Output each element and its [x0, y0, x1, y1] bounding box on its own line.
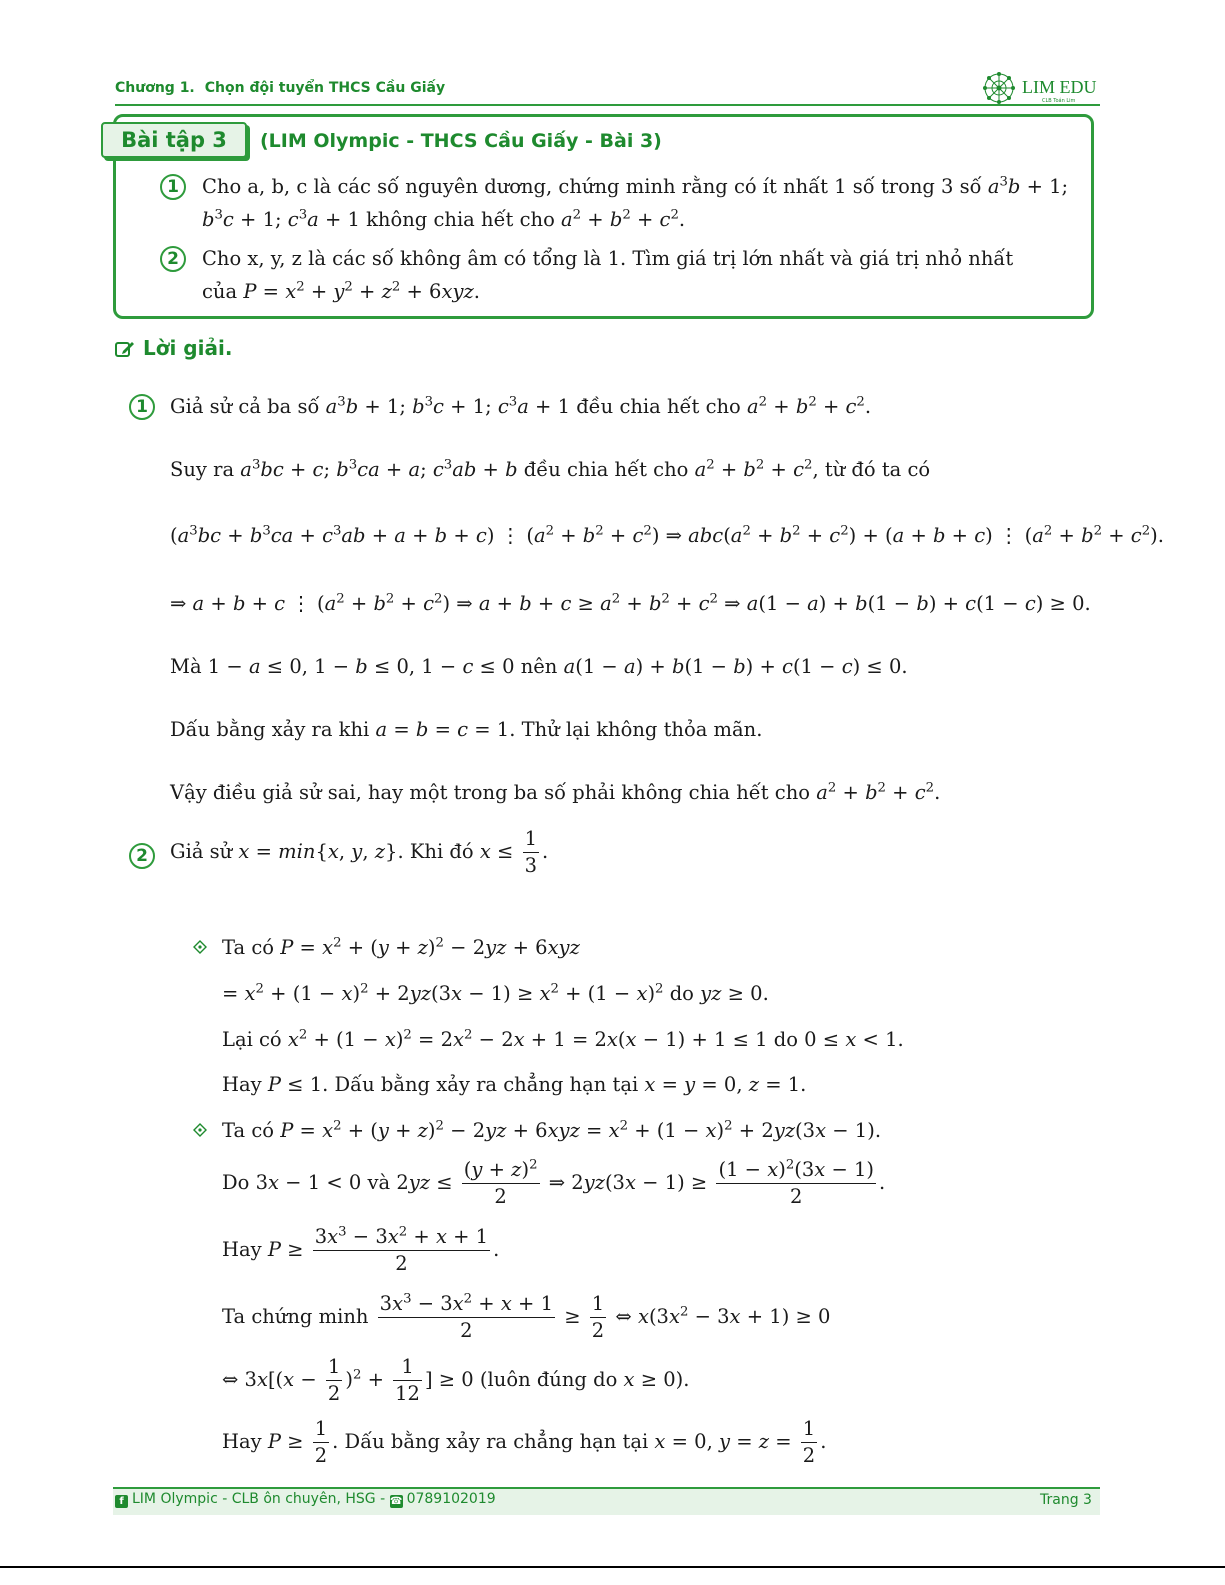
- header-divider: [115, 104, 1100, 106]
- chapter-label: Chương 1.: [115, 80, 195, 96]
- lim-edu-logo: [980, 70, 1102, 106]
- solution-2-b2-line-4: Ta chứng minh $\frac{3x^3 - 3x^2 + x + 1}{2}$ ≥ $\frac{1}{2}$ ⇔ $x(3x^2 - 3x + 1) \ge 0$: [222, 1291, 831, 1342]
- solution-1-line-3: $(a^3bc + b^3ca + c^3ab + a + b + c)$ ⋮ $(a^2 + b^2 + c^2)$ ⇒ $abc(a^2 + b^2 + c^2) + (a + b + c)$ ⋮ $(a^2 + b^2 + c^2)$.: [170, 523, 1164, 547]
- solution-2-b2-line-5: ⇔ 3x[(x − $\frac{1}{2}$ )$^2$ + $\frac{1}{12}$ ] ≥ 0 (luôn đúng do x ≥ 0).: [222, 1355, 690, 1405]
- solution-2-b1-line-4: Hay P ≤ 1. Dấu bằng xảy ra chẳng hạn tại x = y = 0, z = 1.: [222, 1073, 807, 1096]
- phone-icon: ☎: [389, 1496, 403, 1507]
- chapter-header: [115, 80, 455, 96]
- solution-2-b1-line-2: = $x^2 + (1 - x)^2 + 2yz(3x - 1) \ge x^2 + (1 - x)^2$ do yz ≥ 0.: [222, 981, 769, 1005]
- diamond-bullet-icon: [193, 940, 207, 954]
- solution-2-line-1: Giả sử x = min{x, y, z}. Khi đó x ≤ $\frac{1}{3}$ .: [170, 827, 549, 877]
- fraction: $\frac{3x^3 - 3x^2 + x + 1}{2}$: [379, 1291, 554, 1342]
- fraction: $\frac{1}{2}$: [591, 1292, 605, 1342]
- solution-2-b1-line-1: Ta có $P = x^2 + (y + z)^2 - 2yz + 6xyz$: [222, 935, 580, 959]
- fraction: $\frac{1}{3}$: [524, 827, 537, 877]
- exercise-item-1-line-1: Cho a, b, c là các số nguyên dương, chứng minh rằng có ít nhất 1 số trong 3 số $a^3b + 1$;: [202, 174, 1069, 198]
- exercise-source: (LIM Olympic - THCS Cầu Giấy - Bài 3): [260, 130, 662, 152]
- solution-2-b2-line-3: Hay P ≥ $\frac{3x^3 - 3x^2 + x + 1}{2}$ .: [222, 1224, 500, 1275]
- solution-1-line-7: Vậy điều giả sử sai, hay một trong ba số phải không chia hết cho $a^2 + b^2 + c^2$.: [170, 780, 941, 804]
- edit-icon: [115, 340, 135, 358]
- solution-title: Lời giải.: [115, 336, 232, 360]
- exercise-item-number-1: 1: [160, 174, 186, 200]
- exercise-item-2-line-1: Cho x, y, z là các số không âm có tổng là 1. Tìm giá trị lớn nhất và giá trị nhỏ nhất: [202, 247, 1014, 270]
- exercise-tag: Bài tập 3: [101, 122, 247, 158]
- solution-1-line-6: Dấu bằng xảy ra khi a = b = c = 1. Thử lại không thỏa mãn.: [170, 718, 763, 741]
- diamond-bullet-icon: [193, 1123, 207, 1137]
- fraction: $\frac{3x^3 - 3x^2 + x + 1}{2}$: [314, 1224, 489, 1275]
- logo-text: LIM EDU: [1022, 77, 1097, 97]
- exercise-item-number-2: 2: [160, 246, 186, 272]
- solution-1-line-2: Suy ra $a^3bc + c$; $b^3ca + a$; $c^3ab + b$ đều chia hết cho $a^2 + b^2 + c^2$, từ đó ta có: [170, 457, 931, 481]
- solution-2-b2-line-2: Do 3x − 1 < 0 và 2yz ≤ $\frac{(y + z)^2}{2}$ ⇒ 2yz(3x − 1) ≥ $\frac{(1 - x)^2(3x - 1)}{2}$ .: [222, 1157, 886, 1208]
- solution-part-number-1: 1: [129, 394, 155, 420]
- fraction: $\frac{1}{2}$: [802, 1417, 816, 1467]
- exercise-item-1-line-2: $b^3c + 1$; $c^3a + 1$ không chia hết cho $a^2 + b^2 + c^2$.: [202, 207, 686, 231]
- solution-1-line-5: Mà 1 − a ≤ 0, 1 − b ≤ 0, 1 − c ≤ 0 nên a(1 − a) + b(1 − b) + c(1 − c) ≤ 0.: [170, 655, 908, 678]
- solution-1-line-1: Giả sử cả ba số $a^3b + 1$; $b^3c + 1$; $c^3a + 1$ đều chia hết cho $a^2 + b^2 + c^2$.: [170, 394, 872, 418]
- logo-icon: [980, 70, 1018, 106]
- fraction: $\frac{1}{2}$: [314, 1417, 328, 1467]
- logo-subtext: CLB Toán Lim: [1042, 98, 1076, 104]
- solution-2-b1-line-3: Lại có $x^2 + (1 - x)^2 = 2x^2 - 2x + 1 = 2x(x - 1) + 1 \le 1$ do 0 ≤ x < 1.: [222, 1027, 904, 1051]
- fraction: $\frac{(1 - x)^2(3x - 1)}{2}$: [718, 1157, 875, 1208]
- solution-1-line-4: ⇒ a + b + c ⋮ $(a^2 + b^2 + c^2)$ ⇒ $a + b + c \ge a^2 + b^2 + c^2$ ⇒ a(1 − a) + b(1 − b) + c(1 − c) ≥ 0.: [170, 591, 1091, 615]
- footer-contact: f LIM Olympic - CLB ôn chuyên, HSG - ☎ 0789102019: [115, 1491, 496, 1508]
- solution-2-b2-line-6: Hay P ≥ $\frac{1}{2}$ . Dấu bằng xảy ra chẳng hạn tại x = 0, y = z = $\frac{1}{2}$ .: [222, 1417, 827, 1467]
- fraction: $\frac{(y + z)^2}{2}$: [463, 1157, 538, 1208]
- page-number: Trang 3: [1040, 1492, 1092, 1508]
- facebook-icon: f: [115, 1495, 128, 1508]
- solution-2-b2-line-1: Ta có $P = x^2 + (y + z)^2 - 2yz + 6xyz = x^2 + (1 - x)^2 + 2yz(3x - 1)$.: [222, 1118, 882, 1142]
- fraction: $\frac{1}{12}$: [395, 1355, 420, 1405]
- fraction: $\frac{1}{2}$: [327, 1355, 341, 1405]
- solution-part-number-2: 2: [129, 843, 155, 869]
- footer-phone: 0789102019: [406, 1491, 496, 1507]
- chapter-title: Chọn đội tuyển THCS Cầu Giấy: [204, 80, 446, 96]
- exercise-item-2-line-2: của $P = x^2 + y^2 + z^2 + 6xyz$.: [202, 279, 480, 303]
- page-bottom-rule: [0, 1566, 1225, 1568]
